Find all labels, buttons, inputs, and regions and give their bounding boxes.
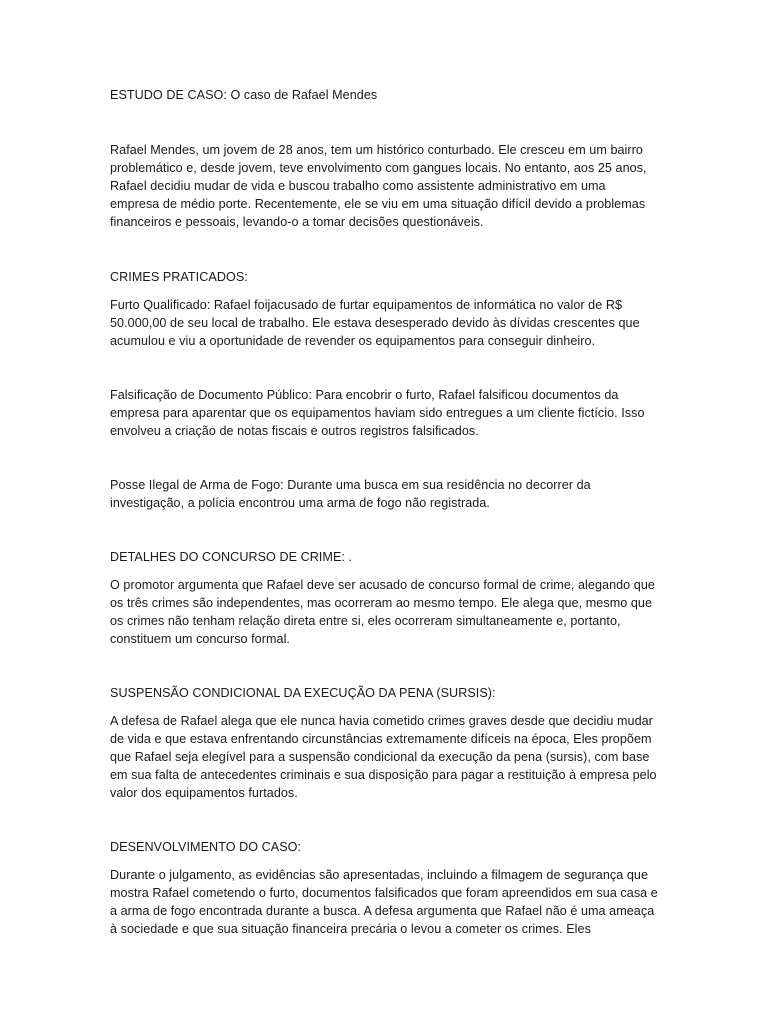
intro-paragraph: Rafael Mendes, um jovem de 28 anos, tem um histórico conturbado. Ele cresceu em um bairro problemático e, desde jovem, teve envolvimento com gangues locais. No entanto, aos 25 anos, Rafael decidiu mudar de vida e buscou trabalho como assistente administrativo em uma empresa de médio porte. Recentemente, ele se viu em uma situação difícil devido a problemas financeiros e pessoais, levando-o a tomar decisões questionáveis. [110, 143, 647, 229]
desenvolvimento-heading: DESENVOLVIMENTO DO CASO: [110, 840, 302, 854]
desenvolvimento-paragraph: Durante o julgamento, as evidências são apresentadas, incluindo a filmagem de segurança que mostra Rafael cometendo o furto, documentos falsificados que foram apreendidos em sua casa e a arma de fogo encontrada durante a busca. A defesa argumenta que Rafael não é uma ameaça à sociedade e que sua situação financeira precária o levou a cometer os crimes. Eles [110, 868, 658, 936]
document-title: ESTUDO DE CASO: O caso de Rafael Mendes [110, 88, 378, 102]
document-body [110, 86, 658, 938]
crimes-heading: CRIMES PRATICADOS: [110, 270, 248, 284]
crime-item-posse-arma: Posse Ilegal de Arma de Fogo: Durante uma busca em sua residência no decorrer da investigação, a polícia encontrou uma arma de fogo não registrada. [110, 478, 591, 510]
sursis-paragraph: A defesa de Rafael alega que ele nunca havia cometido crimes graves desde que decidiu mudar de vida e que estava enfrentando circunstâncias extremamente difíceis na época, Eles propõem que Rafael seja elegível para a suspensão condicional da execução da pena (sursis), com base em sua falta de antecedentes criminais e sua disposição para pagar a restituição à empresa pelo valor dos equipamentos furtados. [110, 714, 657, 800]
crime-item-furto: Furto Qualificado: Rafael foijacusado de furtar equipamentos de informática no valor de R$ 50.000,00 de seu local de trabalho. Ele estava desesperado devido às dívidas crescentes que acumulou e viu a oportunidade de revender os equipamentos para conseguir dinheiro. [110, 298, 640, 348]
crime-item-falsificacao: Falsificação de Documento Público: Para encobrir o furto, Rafael falsificou documentos da empresa para aparentar que os equipamentos haviam sido entregues a um cliente fictício. Isso envolveu a criação de notas fiscais e outros registros falsificados. [110, 388, 645, 438]
sursis-heading: SUSPENSÃO CONDICIONAL DA EXECUÇÃO DA PENA (SURSIS): [110, 686, 496, 700]
concurso-heading: DETALHES DO CONCURSO DE CRIME: . [110, 550, 353, 564]
concurso-paragraph: O promotor argumenta que Rafael deve ser acusado de concurso formal de crime, alegando que os três crimes são independentes, mas ocorreram ao mesmo tempo. Ele alega que, mesmo que os crimes não tenham relação direta entre si, eles ocorreram simultaneamente e, portanto, constituem um concurso formal. [110, 578, 655, 646]
